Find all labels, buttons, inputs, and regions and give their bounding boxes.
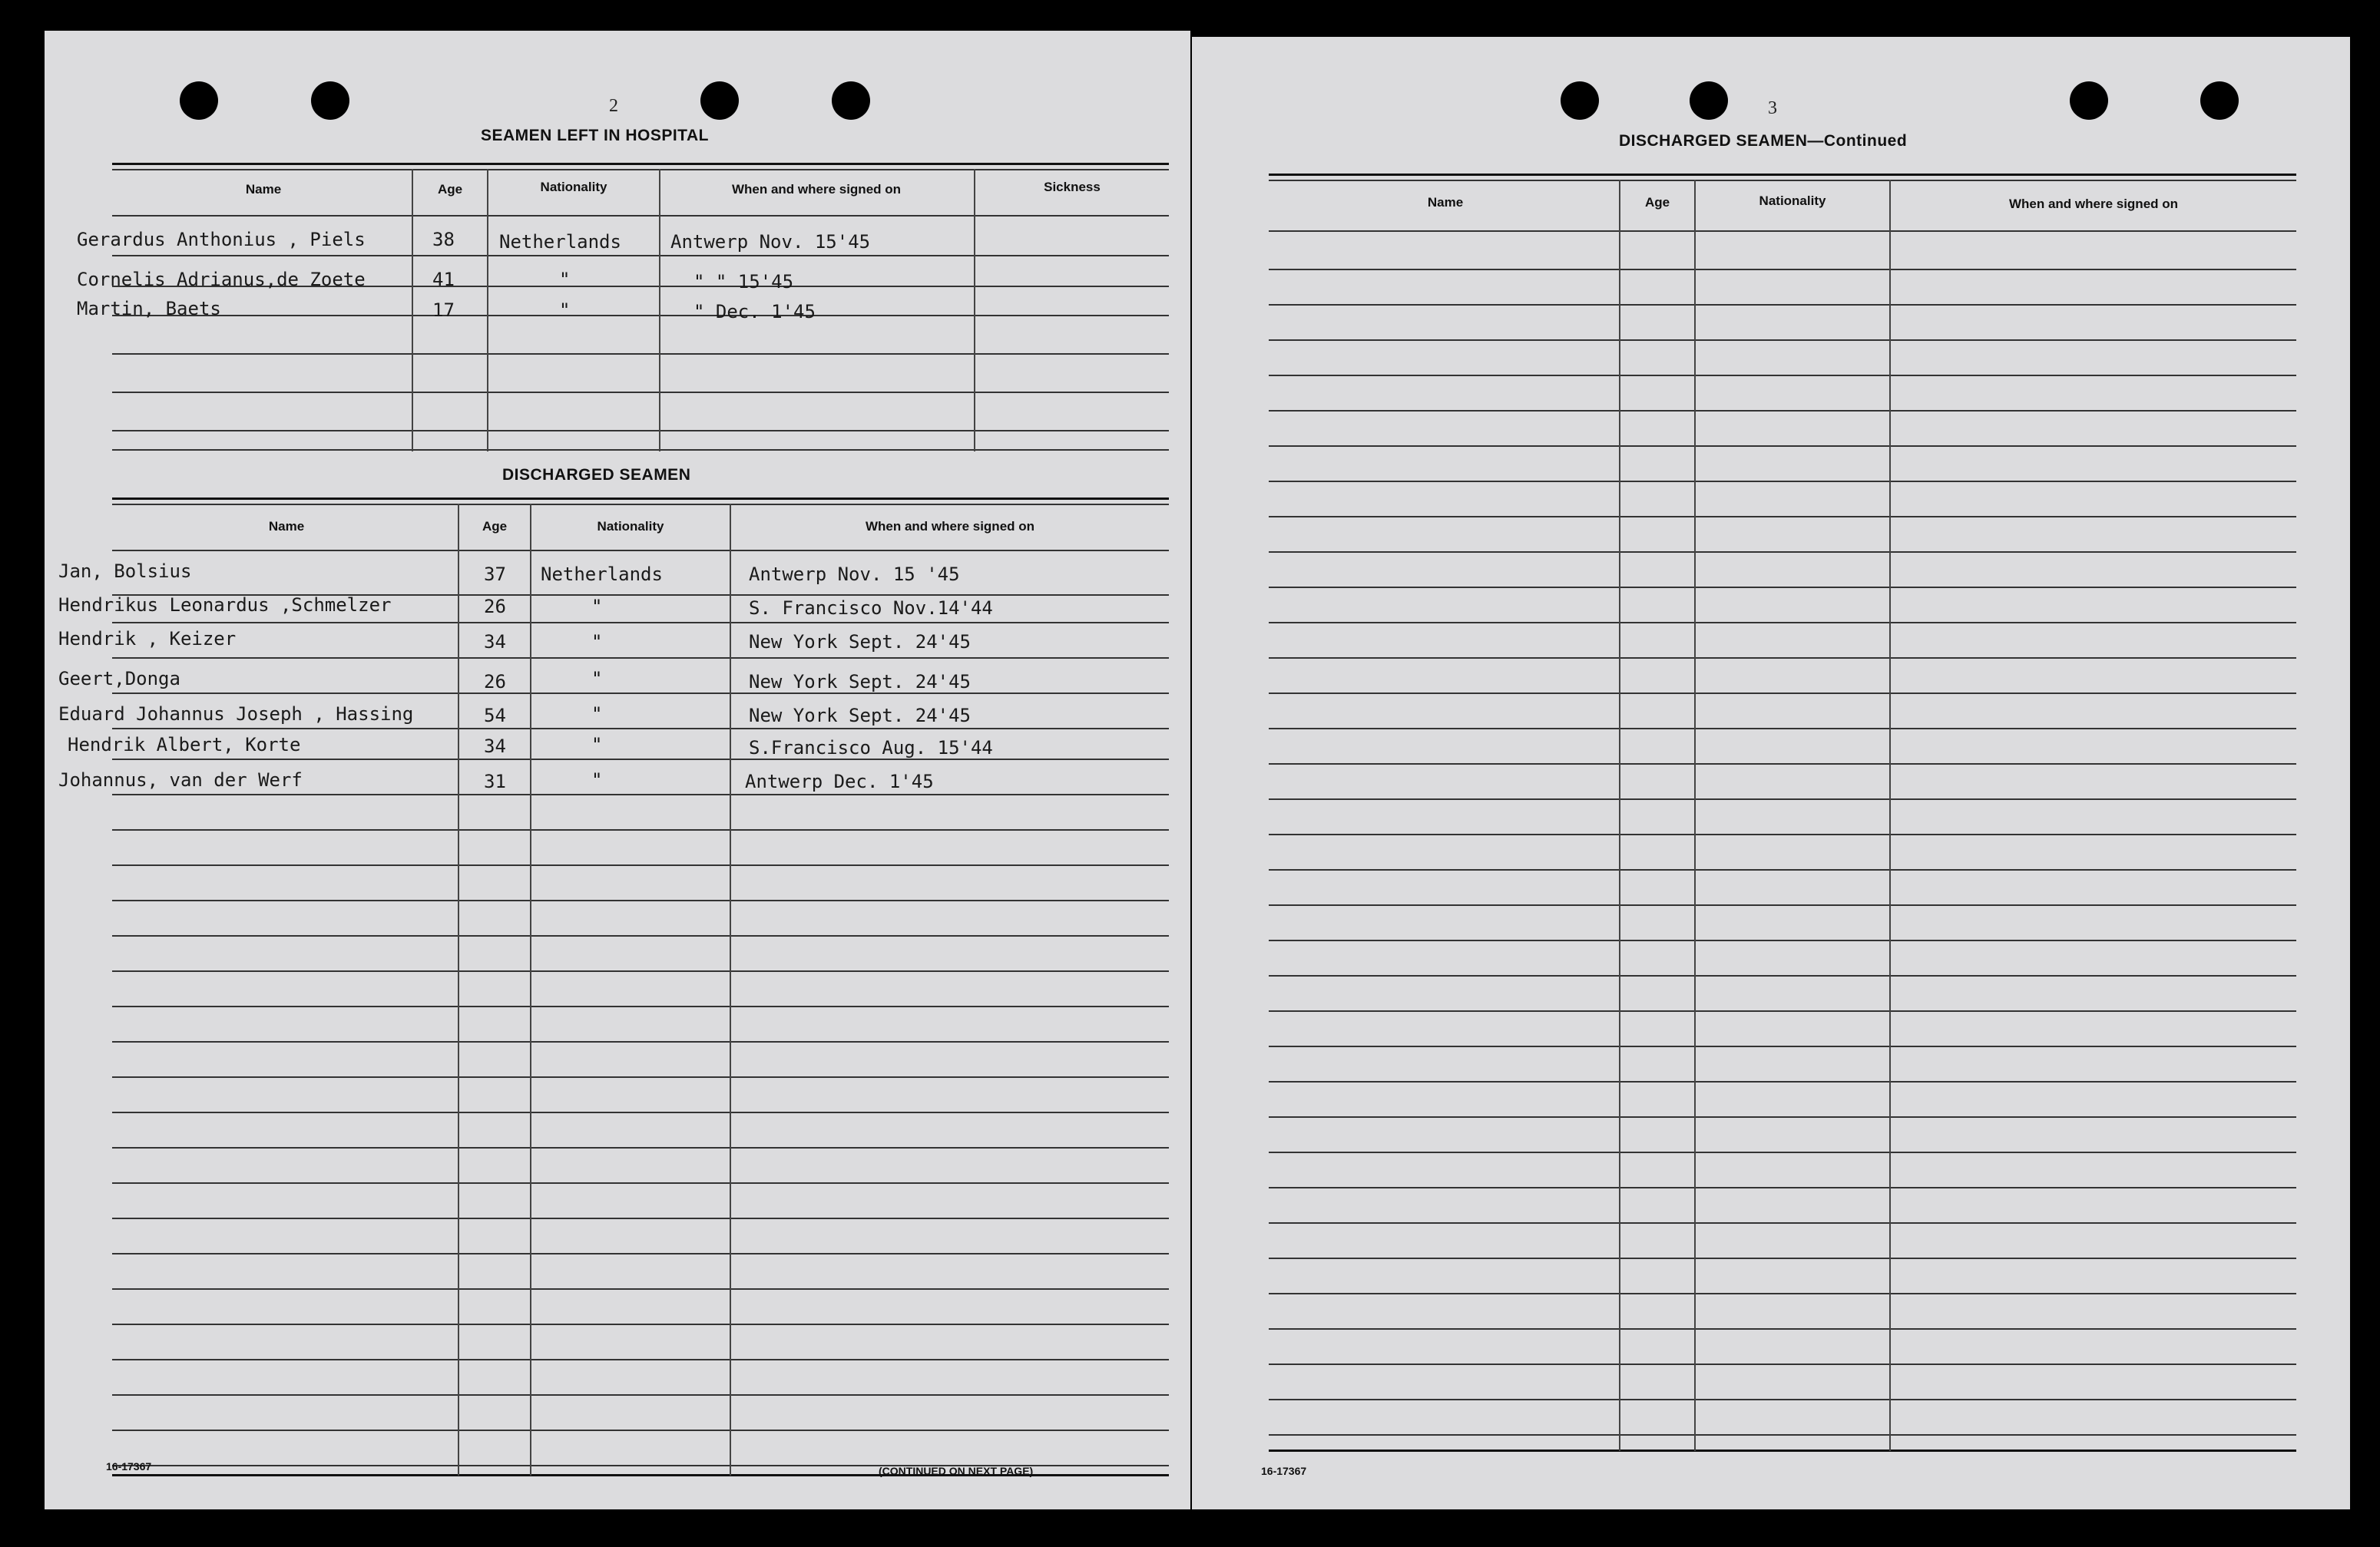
name-cell: Hendrikus Leonardus ,Schmelzer — [58, 594, 392, 616]
table-rule — [1269, 1364, 2296, 1365]
column-header: When and where signed on — [731, 182, 902, 197]
nationality-cell: " — [591, 631, 603, 653]
age-cell: 37 — [484, 564, 506, 585]
table-rule — [1269, 904, 2296, 906]
punch-hole — [2070, 81, 2108, 120]
nationality-cell: Netherlands — [499, 231, 621, 253]
column-header: Name — [245, 182, 282, 197]
table-rule — [1269, 1116, 2296, 1118]
table-rule — [1269, 410, 2296, 412]
nationality-cell: Netherlands — [541, 564, 663, 585]
table-rule — [1269, 551, 2296, 553]
nationality-cell: " — [591, 668, 603, 689]
signed-on-cell: S.Francisco Aug. 15'44 — [749, 737, 993, 759]
table-rule — [1269, 1081, 2296, 1083]
table-rule — [1269, 763, 2296, 765]
signed-on-cell: " Dec. 1'45 — [693, 301, 816, 322]
table-rule — [1269, 622, 2296, 623]
table-rule — [1269, 728, 2296, 729]
continued-note: (CONTINUED ON NEXT PAGE) — [879, 1465, 1034, 1477]
nationality-cell: " — [591, 596, 603, 617]
punch-hole — [311, 81, 349, 120]
punch-hole — [700, 81, 739, 120]
column-header: Age — [482, 519, 508, 534]
column-header: When and where signed on — [865, 519, 1035, 534]
table-rule — [1269, 516, 2296, 517]
punch-hole — [832, 81, 870, 120]
table-rule — [1269, 1399, 2296, 1400]
column-header: Sickness — [1044, 180, 1101, 194]
name-cell: Johannus, van der Werf — [58, 769, 303, 791]
age-cell: 17 — [432, 299, 455, 321]
column-header: Nationality — [1759, 193, 1826, 208]
table-rule — [1269, 587, 2296, 588]
punch-hole — [2200, 81, 2239, 120]
page-number: 3 — [1768, 98, 1777, 118]
name-cell: Gerardus Anthonius , Piels — [77, 229, 366, 250]
age-cell: 34 — [484, 735, 506, 757]
left-page — [45, 31, 1190, 1509]
name-cell: Martin, Baets — [77, 298, 221, 319]
right-page — [1192, 37, 2350, 1509]
hospital-section-title: SEAMEN LEFT IN HOSPITAL — [481, 127, 709, 144]
table-rule — [1269, 269, 2296, 270]
nationality-cell: " — [591, 734, 603, 755]
name-cell: Hendrik , Keizer — [58, 628, 237, 650]
table-rule — [1269, 798, 2296, 800]
discharged-section-title: DISCHARGED SEAMEN — [502, 466, 691, 484]
table-rule — [1269, 869, 2296, 871]
table-rule — [1269, 304, 2296, 306]
column-header: When and where signed on — [2008, 197, 2179, 211]
name-cell: Cornelis Adrianus,de Zoete — [77, 269, 366, 290]
nationality-cell: " — [559, 299, 571, 321]
age-cell: 26 — [484, 596, 506, 617]
age-cell: 26 — [484, 671, 506, 693]
age-cell: 41 — [432, 269, 455, 290]
punch-hole — [1561, 81, 1599, 120]
table-rule — [1269, 1293, 2296, 1294]
signed-on-cell: New York Sept. 24'45 — [749, 631, 971, 653]
table-rule — [1269, 940, 2296, 941]
name-cell: Jan, Bolsius — [58, 560, 192, 582]
table-rule — [1269, 834, 2296, 835]
nationality-cell: " — [591, 703, 603, 725]
table-rule — [1269, 339, 2296, 341]
form-number: 16-17367 — [106, 1460, 152, 1473]
table-rule — [1269, 1152, 2296, 1153]
age-cell: 54 — [484, 705, 506, 726]
column-header: Nationality — [597, 519, 664, 534]
age-cell: 34 — [484, 631, 506, 653]
name-cell: Geert,Donga — [58, 668, 180, 689]
table-rule — [1269, 375, 2296, 376]
table-rule — [1269, 693, 2296, 694]
table-rule — [1269, 1222, 2296, 1224]
table-rule — [1269, 1328, 2296, 1330]
table-rule — [1269, 1187, 2296, 1188]
signed-on-cell: Antwerp Dec. 1'45 — [745, 771, 934, 792]
punch-hole — [180, 81, 218, 120]
form-number: 16-17367 — [1261, 1465, 1307, 1477]
signed-on-cell: New York Sept. 24'45 — [749, 671, 971, 693]
punch-hole — [1690, 81, 1728, 120]
table-rule — [1269, 1434, 2296, 1436]
nationality-cell: " — [591, 769, 603, 791]
column-header: Name — [268, 519, 305, 534]
page-number: 2 — [609, 96, 618, 116]
table-rule — [1269, 445, 2296, 447]
column-header: Age — [1644, 195, 1670, 210]
signed-on-cell: Antwerp Nov. 15'45 — [670, 231, 871, 253]
age-cell: 31 — [484, 771, 506, 792]
table-rule — [1269, 657, 2296, 659]
table-rule — [1269, 481, 2296, 482]
table-rule — [1269, 1010, 2296, 1012]
signed-on-cell: S. Francisco Nov.14'44 — [749, 597, 993, 619]
name-cell: Hendrik Albert, Korte — [68, 734, 301, 755]
age-cell: 38 — [432, 229, 455, 250]
table-rule — [1269, 1046, 2296, 1047]
column-header: Name — [1427, 195, 1464, 210]
signed-on-cell: Antwerp Nov. 15 '45 — [749, 564, 960, 585]
signed-on-cell: New York Sept. 24'45 — [749, 705, 971, 726]
signed-on-cell: " " 15'45 — [693, 271, 794, 293]
column-header: Age — [437, 182, 463, 197]
table-rule — [1269, 975, 2296, 977]
column-header: Nationality — [540, 180, 607, 194]
table-rule — [1269, 1258, 2296, 1259]
nationality-cell: " — [559, 269, 571, 290]
page-title: DISCHARGED SEAMEN—Continued — [1619, 132, 1908, 150]
name-cell: Eduard Johannus Joseph , Hassing — [58, 703, 414, 725]
